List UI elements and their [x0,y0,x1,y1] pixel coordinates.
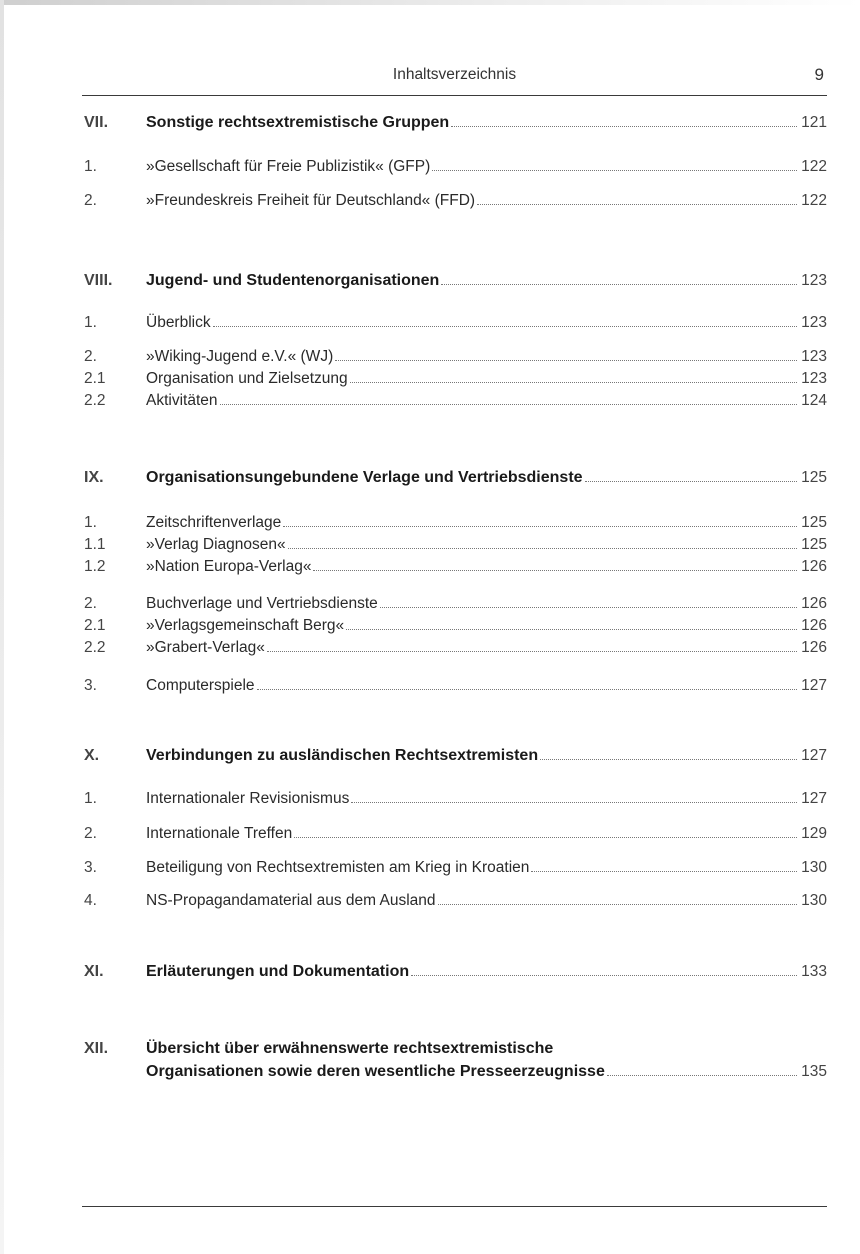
toc-page: 123 [801,348,827,365]
toc-page: 133 [801,963,827,980]
toc-section-ix[interactable] [82,467,827,489]
toc-page: 123 [801,370,827,387]
toc-entry[interactable] [82,615,827,637]
toc-page: 126 [801,558,827,575]
toc-page: 127 [801,747,827,764]
toc-label: Sonstige rechtsextremistische Gruppen [146,114,450,131]
header-rule [82,95,827,96]
leader-dots [313,570,797,571]
toc-number: 1.2 [84,558,106,575]
toc-entry[interactable] [82,556,827,578]
leader-dots [335,360,797,361]
toc-entry[interactable] [82,788,827,810]
toc-number: 1.1 [84,536,106,553]
toc-section-xii[interactable] [82,1038,827,1084]
leader-dots [283,526,797,527]
toc-label: Buchverlage und Vertriebsdienste [146,595,378,612]
leader-dots [477,204,797,205]
toc-entry[interactable] [82,593,827,615]
footer-rule [82,1206,827,1207]
toc-entry[interactable] [82,890,827,912]
toc-page: 127 [801,790,827,807]
toc-entry[interactable] [82,823,827,845]
toc-label: Aktivitäten [146,392,218,409]
toc-number: X. [84,747,100,764]
toc-number: 2.2 [84,392,106,409]
page-edge-shadow-left [0,0,4,1254]
leader-dots [267,651,797,652]
toc-page: 122 [801,192,827,209]
leader-dots [351,802,797,803]
toc-entry[interactable] [82,346,827,368]
toc-entry[interactable] [82,857,827,879]
toc-label: Organisationsungebundene Verlage und Vertriebsdienste [146,469,583,486]
toc-page: 123 [801,272,827,289]
toc-label: »Freundeskreis Freiheit für Deutschland« (FFD) [146,192,476,209]
toc-label: Verbindungen zu ausländischen Rechtsextremisten [146,747,539,764]
toc-number: XI. [84,963,104,980]
toc-number: 4. [84,892,97,909]
leader-dots [220,404,798,405]
leader-dots [531,871,797,872]
toc-section-vii[interactable] [82,112,827,134]
toc-label: »Grabert-Verlag« [146,639,265,656]
toc-label: Organisation und Zielsetzung [146,370,348,387]
toc-number: 1. [84,314,97,331]
toc-entry[interactable] [82,512,827,534]
toc-number: VII. [84,114,109,131]
leader-dots [350,382,798,383]
toc-number: 1. [84,158,97,175]
toc-entry[interactable] [82,156,827,178]
leader-dots [432,170,797,171]
toc-number: 2.1 [84,370,106,387]
toc-label: Jugend- und Studentenorganisationen [146,272,440,289]
toc-page: 130 [801,892,827,909]
toc-label: Organisationen sowie deren wesentliche Presseerzeugnisse [146,1063,605,1080]
toc-number: 2.1 [84,617,106,634]
toc-number: 1. [84,514,97,531]
toc-label: »Verlag Diagnosen« [146,536,286,553]
toc-page: 124 [801,392,827,409]
leader-dots [438,904,798,905]
toc-page: 125 [801,536,827,553]
leader-dots [411,975,797,976]
toc-number: VIII. [84,272,113,289]
toc-number: 3. [84,859,97,876]
header-page-number: 9 [814,65,824,84]
toc-label: »Nation Europa-Verlag« [146,558,312,575]
leader-dots [346,629,797,630]
toc-page: 126 [801,617,827,634]
leader-dots [213,326,798,327]
toc-page: 130 [801,859,827,876]
toc-entry[interactable] [82,675,827,697]
toc-page: 126 [801,595,827,612]
leader-dots [288,548,798,549]
toc-entry[interactable] [82,368,827,390]
toc-label-line1: Übersicht über erwähnenswerte rechtsextremistische [146,1040,554,1057]
toc-number: 2. [84,348,97,365]
toc-number: 1. [84,790,97,807]
toc-page: 121 [801,114,827,131]
toc-number: XII. [84,1040,109,1057]
toc-entry[interactable] [82,534,827,556]
leader-dots [451,126,797,127]
toc-page: 123 [801,314,827,331]
toc-number: IX. [84,469,104,486]
toc-number: 2.2 [84,639,106,656]
toc-label: Computerspiele [146,677,255,694]
leader-dots [607,1075,797,1076]
toc-section-xi[interactable] [82,961,827,983]
toc-label: »Verlagsgemeinschaft Berg« [146,617,345,634]
toc-entry[interactable] [82,312,827,334]
toc-page: 125 [801,514,827,531]
toc-number: 2. [84,595,97,612]
toc-page: 135 [801,1063,827,1080]
toc-section-viii[interactable] [82,270,827,292]
header-title: Inhaltsverzeichnis [392,66,517,83]
toc-entry[interactable] [82,190,827,212]
toc-page: 127 [801,677,827,694]
toc-label: »Wiking-Jugend e.V.« (WJ) [146,348,334,365]
toc-page: 122 [801,158,827,175]
toc-label: Beteiligung von Rechtsextremisten am Krieg in Kroatien [146,859,530,876]
toc-label: Internationale Treffen [146,825,293,842]
leader-dots [585,481,798,482]
leader-dots [540,759,797,760]
leader-dots [441,284,797,285]
toc-label: Internationaler Revisionismus [146,790,350,807]
toc-label: Zeitschriftenverlage [146,514,282,531]
toc-page: 126 [801,639,827,656]
running-header [82,62,827,90]
toc-number: 2. [84,192,97,209]
toc-label: »Gesellschaft für Freie Publizistik« (GFP) [146,158,431,175]
toc-label: Überblick [146,314,211,331]
toc-page: 125 [801,469,827,486]
toc-section-x[interactable] [82,745,827,767]
toc-label: NS-Propagandamaterial aus dem Ausland [146,892,436,909]
toc-number: 2. [84,825,97,842]
page-edge-shadow [0,0,860,5]
leader-dots [257,689,798,690]
toc-label: Erläuterungen und Dokumentation [146,963,410,980]
toc-page: 129 [801,825,827,842]
toc-number: 3. [84,677,97,694]
leader-dots [294,837,797,838]
leader-dots [380,607,797,608]
toc-entry[interactable] [82,637,827,659]
toc-entry[interactable] [82,390,827,412]
